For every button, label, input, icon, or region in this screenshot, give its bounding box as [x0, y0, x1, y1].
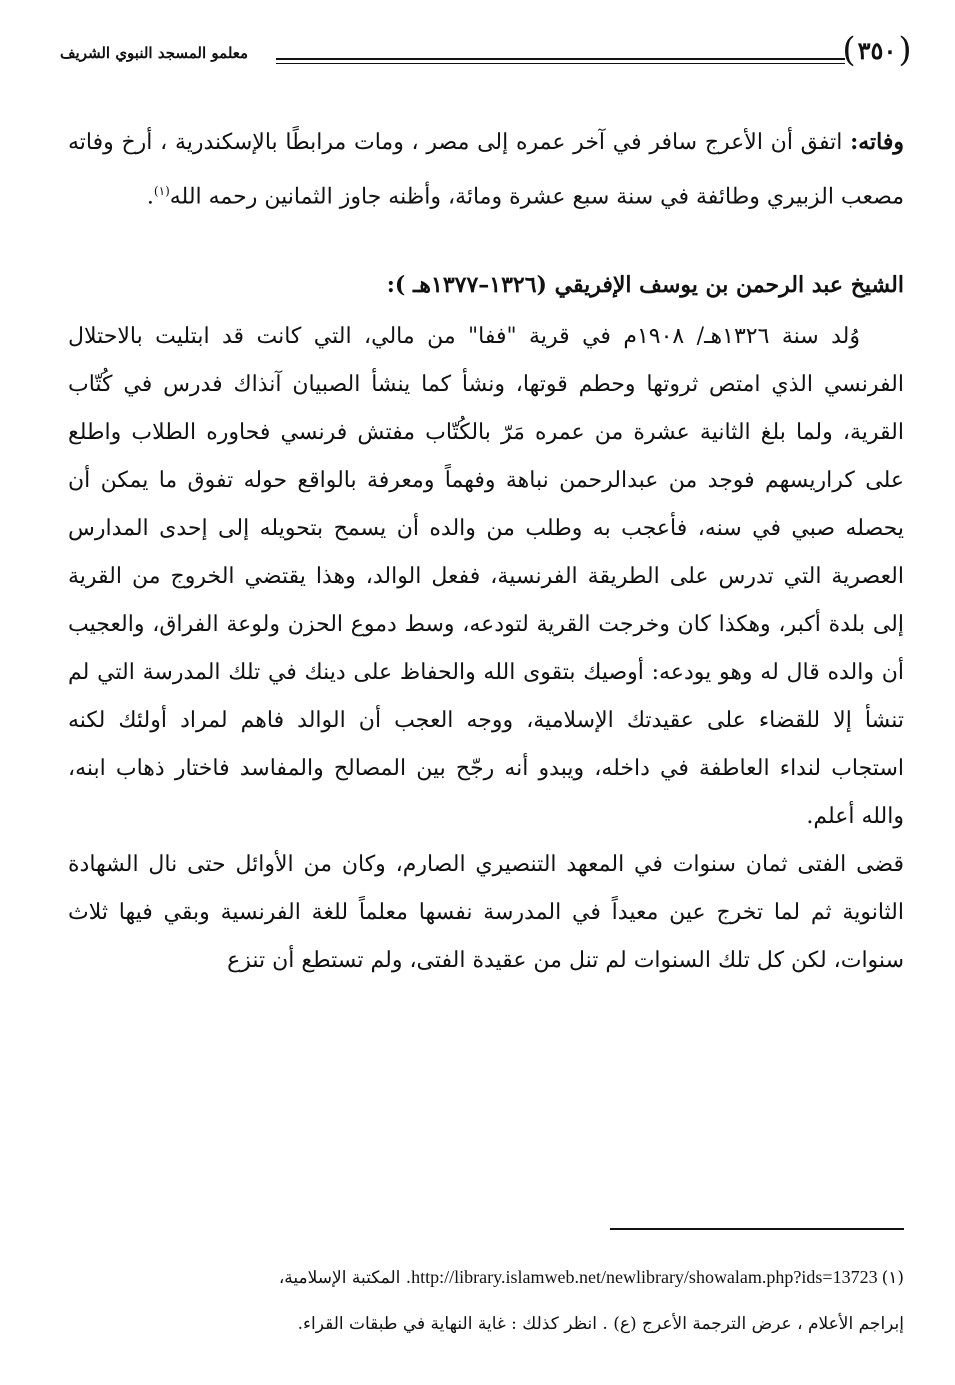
footnote-reference[interactable]: (١): [153, 184, 170, 198]
footnote-separator: [610, 1228, 904, 1230]
paragraph-lead: وفاته:: [850, 129, 904, 155]
footnote-1: [68, 1254, 904, 1301]
page-number: ٣٥٠: [857, 35, 897, 65]
running-title: معلمو المسجد النبوي الشريف: [60, 44, 249, 62]
paragraph-text: اتفق أن الأعرج سافر في آخر عمره إلى مصر ، ومات مرابطًا بالإسكندرية ، أرخ وفاته مصعب الزبيري وطائفة في سنة سبع عشرة ومائة، وأظنه جاوز الثمانين رحمه الله: [68, 130, 904, 210]
footnote-1-line-2: إبراجم الأعلام ، عرض الترجمة الأعرج (ع) . انظر كذلك : غاية النهاية في طبقات القراء.: [297, 1314, 904, 1334]
header-rule-thin: [276, 63, 845, 64]
footnote-mark: (١): [881, 1268, 904, 1288]
paragraph-studies: قضى الفتى ثمان سنوات في المعهد التنصيري الصارم، وكان من الأوائل حتى نال الشهادة الثانوية ثم لما تخرج عين معيداً في المدرسة نفسها معلماً للغة الفرنسية وبقي فيها ثلاث سنوات، لكن كل تلك السنوات لم تنل من عقيدة الفتى، ولم تستطع أن تنزع: [68, 852, 904, 974]
paragraph-end: .: [146, 184, 154, 210]
paragraph-death: [68, 118, 904, 221]
footnote-url-link[interactable]: http://library.islamweb.net/newlibrary/showalam.php?ids=13723: [411, 1267, 878, 1287]
body-text: [68, 118, 904, 985]
section-heading: الشيخ عبد الرحمن بن يوسف الإفريقي (١٣٢٦–١٣٧٧هـ ):: [386, 272, 904, 299]
footnotes: [68, 1254, 904, 1347]
paragraph-biography: وُلد سنة ١٣٢٦هـ/ ١٩٠٨م في قرية "ففا" من مالي، التي كانت قد ابتليت بالاحتلال الفرنسي الذي امتص ثروتها وحطم قوتها، ونشأ كما ينشأ الصبيان آنذاك فدرس في كُتّاب القرية، ولما بلغ الثانية عشرة من عمره مَرّ بالكُتّاب مفتش فرنسي فحاوره الطلاب واطلع على كراريسهم فوجد من عبدالرحمن نباهة وفهماً ومعرفة بالواقع حوله تفوق ما يمكن أن يحصله صبي في سنه، فأعجب به وطلب من والده أن يسمح بتحويله إلى إحدى المدارس العصرية التي تدرس على الطريقة الفرنسية، ففعل الوالد، وهذا يقتضي الخروج من القرية إلى بلدة أكبر، وهكذا كان وخرجت القرية لتودعه، وسط دموع الحزن ولوعة الفراق، والعجيب أن والده قال له وهو يودعه: أوصيك بتقوى الله والحفاظ على دينك في تلك المدرسة التي لم تنشأ إلا للقضاء على عقيدتك الإسلامية، ووجه العجب أن الوالد فاهم لمراد أولئك لكنه استجاب لنداء العاطفة في داخله، ويبدو أنه رجّح بين المصالح والمفاسد فاختار ذهاب ابنه، والله أعلم.: [68, 324, 904, 830]
footnote-source: . المكتبة الإسلامية،: [278, 1268, 412, 1288]
page-number-box: [842, 28, 912, 72]
page-number-paren-close: ): [842, 30, 856, 70]
page-header: [60, 28, 912, 76]
page-number-paren-open: (: [898, 30, 912, 70]
header-rule: [276, 58, 845, 60]
